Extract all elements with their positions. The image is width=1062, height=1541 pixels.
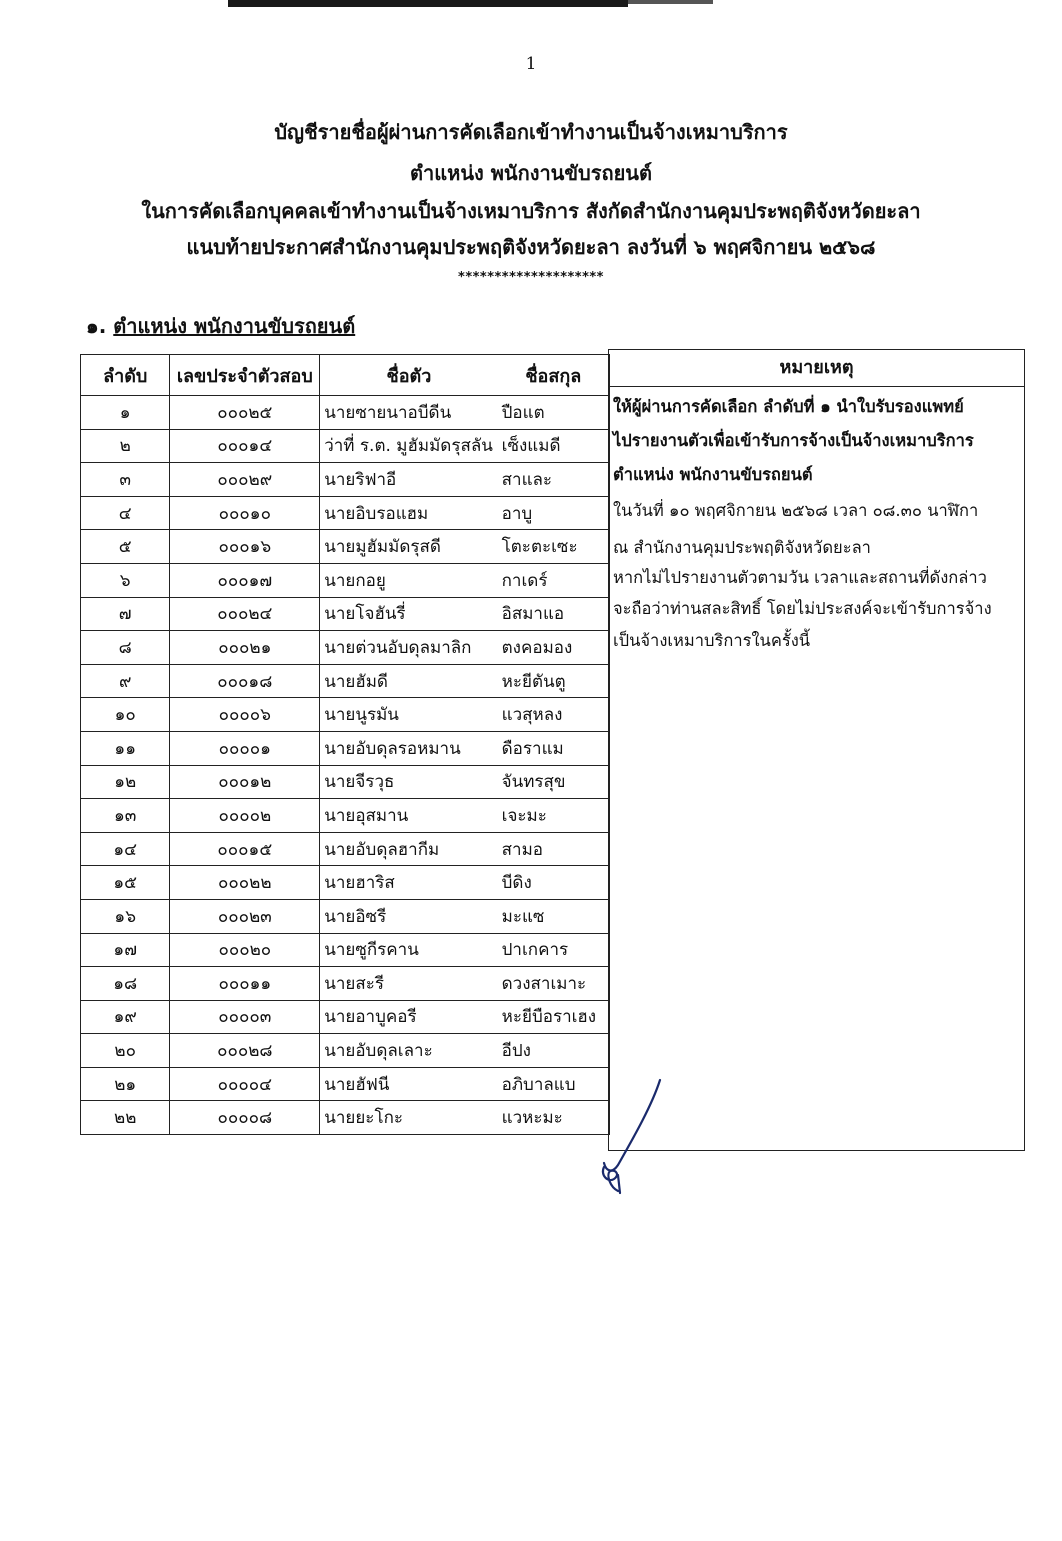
cell-order: ๓	[81, 463, 170, 497]
table-row	[81, 1067, 610, 1101]
handwritten-signature	[590, 1075, 680, 1205]
cell-exam-id: ๐๐๐๒๙	[170, 463, 320, 497]
cell-first-name: นายฮัฟนี	[320, 1067, 498, 1101]
cell-first-name: นายอับดุลฮากีม	[320, 832, 498, 866]
cell-last-name: สามอ	[498, 832, 610, 866]
cell-last-name: อาบู	[498, 496, 610, 530]
cell-order: ๑๓	[81, 799, 170, 833]
cell-first-name: นายอุสมาน	[320, 799, 498, 833]
cell-exam-id: ๐๐๐๐๔	[170, 1067, 320, 1101]
cell-last-name: จันทรสุข	[498, 765, 610, 799]
cell-first-name: นายโจฮันรี่	[320, 597, 498, 631]
document-title-line-2: ตำแหน่ง พนักงานขับรถยนต์	[410, 161, 652, 185]
cell-order: ๘	[81, 631, 170, 665]
cell-first-name: นายซูกีรคาน	[320, 933, 498, 967]
cell-exam-id: ๐๐๐๑๕	[170, 832, 320, 866]
cell-exam-id: ๐๐๐๑๖	[170, 530, 320, 564]
table-row	[81, 463, 610, 497]
table-row	[81, 597, 610, 631]
cell-order: ๒๐	[81, 1034, 170, 1068]
cell-first-name: นายต่วนอับดุลมาลิก	[320, 631, 498, 665]
cell-last-name: กาเดร์	[498, 563, 610, 597]
cell-exam-id: ๐๐๐๒๔	[170, 597, 320, 631]
table-row	[81, 631, 610, 665]
cell-first-name: นายอับดุลรอหมาน	[320, 731, 498, 765]
cell-order: ๑	[81, 396, 170, 430]
remark-line-8: เป็นจ้างเหมาบริการในครั้งนี้	[613, 631, 811, 650]
header-order: ลำดับ	[81, 355, 170, 396]
section-title: ตำแหน่ง พนักงานขับรถยนต์	[113, 314, 356, 338]
cell-exam-id: ๐๐๐๒๕	[170, 396, 320, 430]
cell-last-name: มะแซ	[498, 899, 610, 933]
cell-last-name: โตะตะเซะ	[498, 530, 610, 564]
table-row	[81, 1101, 610, 1135]
cell-exam-id: ๐๐๐๐๘	[170, 1101, 320, 1135]
cell-last-name: อีปง	[498, 1034, 610, 1068]
cell-order: ๗	[81, 597, 170, 631]
cell-exam-id: ๐๐๐๑๑	[170, 967, 320, 1001]
cell-exam-id: ๐๐๐๐๑	[170, 731, 320, 765]
table-row	[81, 1000, 610, 1034]
cell-order: ๑๐	[81, 698, 170, 732]
table-row	[81, 429, 610, 463]
table-header-row	[81, 355, 610, 396]
table-row	[81, 799, 610, 833]
cell-order: ๑๘	[81, 967, 170, 1001]
cell-exam-id: ๐๐๐๑๘	[170, 664, 320, 698]
cell-last-name: อภิบาลแบ	[498, 1067, 610, 1101]
remark-box	[608, 349, 1025, 1151]
cell-order: ๔	[81, 496, 170, 530]
cell-last-name: หะยีบือราเฮง	[498, 1000, 610, 1034]
cell-first-name: นายอิบรอแฮม	[320, 496, 498, 530]
table-row	[81, 396, 610, 430]
cell-exam-id: ๐๐๐๑๒	[170, 765, 320, 799]
cell-first-name: นายซายนาอบีดีน	[320, 396, 498, 430]
cell-first-name: นายสะรี	[320, 967, 498, 1001]
cell-order: ๒๑	[81, 1067, 170, 1101]
remark-line-2: ไปรายงานตัวเพื่อเข้ารับการจ้างเป็นจ้างเหมาบริการ	[613, 431, 974, 450]
header-remark: หมายเหตุ	[609, 350, 1024, 387]
cell-last-name: ตงคอมอง	[498, 631, 610, 665]
remark-line-6: หากไม่ไปรายงานตัวตามวัน เวลาและสถานที่ดังกล่าว	[613, 568, 987, 587]
cell-exam-id: ๐๐๐๐๓	[170, 1000, 320, 1034]
cell-first-name: นายอับดุลเลาะ	[320, 1034, 498, 1068]
cell-last-name: ปาเกคาร	[498, 933, 610, 967]
cell-order: ๑๖	[81, 899, 170, 933]
cell-last-name: ดือราแม	[498, 731, 610, 765]
cell-order: ๑๑	[81, 731, 170, 765]
remark-line-5: ณ สำนักงานคุมประพฤติจังหวัดยะลา	[613, 538, 871, 557]
cell-last-name: ดวงสาเมาะ	[498, 967, 610, 1001]
cell-last-name: ปือแต	[498, 396, 610, 430]
cell-exam-id: ๐๐๐๒๘	[170, 1034, 320, 1068]
cell-order: ๑๔	[81, 832, 170, 866]
cell-first-name: นายยะโกะ	[320, 1101, 498, 1135]
page-number: 1	[525, 54, 537, 74]
scan-edge-mark	[628, 0, 713, 4]
header-exam-id: เลขประจำตัวสอบ	[170, 355, 320, 396]
section-number: ๑.	[86, 314, 107, 338]
header-last-name: ชื่อสกุล	[498, 355, 610, 396]
cell-last-name: แวสุหลง	[498, 698, 610, 732]
separator: ********************	[458, 270, 604, 285]
cell-order: ๑๒	[81, 765, 170, 799]
header-first-name: ชื่อตัว	[320, 355, 498, 396]
cell-last-name: แวหะมะ	[498, 1101, 610, 1135]
section-heading	[86, 310, 355, 342]
cell-order: ๑๕	[81, 866, 170, 900]
cell-order: ๑๙	[81, 1000, 170, 1034]
document-title-line-3: ในการคัดเลือกบุคคลเข้าทำงานเป็นจ้างเหมาบริการ สังกัดสำนักงานคุมประพฤติจังหวัดยะลา	[141, 199, 921, 223]
cell-first-name: นายฮัมดี	[320, 664, 498, 698]
table-row	[81, 933, 610, 967]
cell-last-name: อิสมาแอ	[498, 597, 610, 631]
cell-exam-id: ๐๐๐๒๐	[170, 933, 320, 967]
cell-exam-id: ๐๐๐๒๒	[170, 866, 320, 900]
cell-order: ๕	[81, 530, 170, 564]
cell-first-name: นายนูรมัน	[320, 698, 498, 732]
cell-last-name: เจะมะ	[498, 799, 610, 833]
cell-last-name: เซ็งแมดี	[498, 429, 610, 463]
cell-first-name: นายริฟาอี	[320, 463, 498, 497]
cell-first-name: นายอาบูคอรี	[320, 1000, 498, 1034]
table-row	[81, 563, 610, 597]
candidate-table	[80, 354, 610, 1135]
table-row	[81, 899, 610, 933]
cell-exam-id: ๐๐๐๐๖	[170, 698, 320, 732]
table-row	[81, 866, 610, 900]
cell-first-name: ว่าที่ ร.ต. มูฮัมมัดรุสลัน	[320, 429, 498, 463]
cell-first-name: นายฮาริส	[320, 866, 498, 900]
cell-first-name: นายอิซรี	[320, 899, 498, 933]
table-row	[81, 496, 610, 530]
table-row	[81, 967, 610, 1001]
cell-order: ๒๒	[81, 1101, 170, 1135]
cell-first-name: นายมูฮัมมัดรุสดี	[320, 530, 498, 564]
table-row	[81, 698, 610, 732]
cell-exam-id: ๐๐๐๑๔	[170, 429, 320, 463]
cell-exam-id: ๐๐๐๑๗	[170, 563, 320, 597]
cell-last-name: สาและ	[498, 463, 610, 497]
cell-last-name: บีดิง	[498, 866, 610, 900]
scan-edge-mark	[228, 0, 628, 7]
remark-line-4: ในวันที่ ๑๐ พฤศจิกายน ๒๕๖๘ เวลา ๐๘.๓๐ นาฬิกา	[613, 501, 979, 520]
cell-exam-id: ๐๐๐๐๒	[170, 799, 320, 833]
cell-exam-id: ๐๐๐๒๓	[170, 899, 320, 933]
table-row	[81, 765, 610, 799]
cell-first-name: นายจีรวุธ	[320, 765, 498, 799]
cell-order: ๙	[81, 664, 170, 698]
cell-order: ๑๗	[81, 933, 170, 967]
table-row	[81, 731, 610, 765]
cell-first-name: นายกอยู	[320, 563, 498, 597]
document-title-line-4: แนบท้ายประกาศสำนักงานคุมประพฤติจังหวัดยะลา ลงวันที่ ๖ พฤศจิกายน ๒๕๖๘	[186, 235, 876, 259]
remark-line-1: ให้ผู้ผ่านการคัดเลือก ลำดับที่ ๑ นำใบรับรองแพทย์	[613, 397, 964, 416]
cell-last-name: หะยีตันตู	[498, 664, 610, 698]
cell-exam-id: ๐๐๐๑๐	[170, 496, 320, 530]
cell-exam-id: ๐๐๐๒๑	[170, 631, 320, 665]
table-row	[81, 664, 610, 698]
table-row	[81, 530, 610, 564]
cell-order: ๒	[81, 429, 170, 463]
remark-line-7: จะถือว่าท่านสละสิทธิ์ โดยไม่ประสงค์จะเข้ารับการจ้าง	[613, 599, 992, 618]
table-row	[81, 1034, 610, 1068]
document-title-line-1: บัญชีรายชื่อผู้ผ่านการคัดเลือกเข้าทำงานเป็นจ้างเหมาบริการ	[274, 120, 788, 144]
cell-order: ๖	[81, 563, 170, 597]
remark-line-3: ตำแหน่ง พนักงานขับรถยนต์	[613, 465, 813, 484]
table-row	[81, 832, 610, 866]
